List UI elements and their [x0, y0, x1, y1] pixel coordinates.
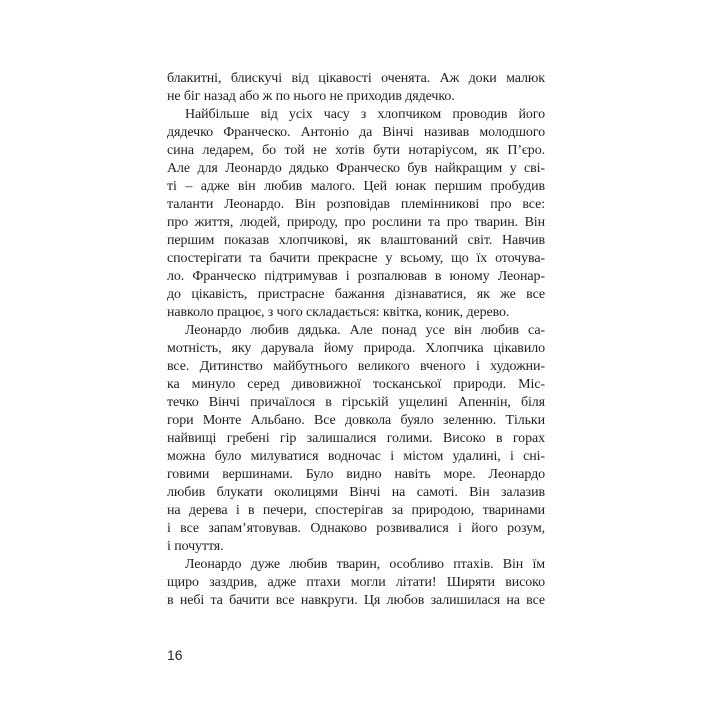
paragraph — [167, 106, 545, 322]
text-line: таланти Леонардо. Він розповідав племінникові про все: — [167, 197, 545, 212]
text-line: і почуття. — [167, 539, 224, 554]
text-line: ка минуло серед дивовижної тосканської природи. Міс- — [167, 377, 545, 392]
text-line: щиро заздрив, адже птахи могли літати! Ширяти високо — [167, 575, 545, 590]
text-line: течко Вінчі причаїлося в гірській ущелині Апеннін, біля — [167, 395, 545, 410]
text-line: гори Монте Альбано. Все довкола буяло зеленню. Тільки — [167, 413, 545, 428]
text-line: говими вершинами. Було видно навіть море. Леонардо — [167, 467, 545, 482]
page-text — [167, 70, 545, 610]
paragraph — [167, 322, 545, 556]
text-line: сина ледарем, бо той не хотів бути нотаріусом, як П’єро. — [167, 143, 545, 158]
page-number: 16 — [167, 647, 183, 663]
text-line: ло. Франческо підтримував і розпалював в юному Леонар- — [167, 269, 545, 284]
text-line: спостерігати та бачити прекрасне у всьому, що їх оточува- — [167, 251, 545, 266]
text-line: першим показав хлопчикові, як влаштований світ. Навчив — [167, 233, 545, 248]
text-line: навколо працює, з чого складається: квітка, коник, дерево. — [167, 305, 510, 320]
text-line: в небі та бачити все навкруги. Ця любов залишилася на все — [167, 593, 545, 608]
text-line: блакитні, блискучі від цікавості оченята. Аж доки малюк — [167, 71, 545, 86]
text-line: мотність, яку дарувала йому природа. Хлопчика цікавило — [167, 341, 545, 356]
paragraph — [167, 70, 545, 106]
text-line: ті – адже він любив малого. Цей юнак першим пробудив — [167, 179, 545, 194]
text-line: Але для Леонардо дядько Франческо був найкращим у сві- — [167, 161, 545, 176]
text-line: до цікавість, пристрасне бажання дізнаватися, як же все — [167, 287, 545, 302]
text-line: на дерева і в печери, спостерігав за природою, тваринами — [167, 503, 545, 518]
text-line: найвищі гребені гір залишалися голими. Високо в горах — [167, 431, 545, 446]
text-line: все. Дитинство майбутнього великого вченого і художни- — [167, 359, 545, 374]
paragraph — [167, 556, 545, 610]
text-line: Найбільше від усіх часу з хлопчиком проводив його — [185, 107, 545, 122]
text-line: любив блукати околицями Вінчі на самоті. Він залазив — [167, 485, 545, 500]
text-line: можна було милуватися водночас і містом удалині, і сні- — [167, 449, 545, 464]
text-line: дядечко Франческо. Антоніо да Вінчі називав молодшого — [167, 125, 545, 140]
text-line: про життя, людей, природу, про рослини та про тварин. Він — [167, 215, 545, 230]
text-line: не біг назад або ж по нього не приходив дядечко. — [167, 89, 455, 104]
text-line: Леонардо любив дядька. Але понад усе він любив са- — [185, 323, 545, 338]
text-line: і все запам’ятовував. Однаково розвивалися і його розум, — [167, 521, 545, 536]
text-line: Леонардо дуже любив тварин, особливо птахів. Він їм — [185, 557, 545, 572]
